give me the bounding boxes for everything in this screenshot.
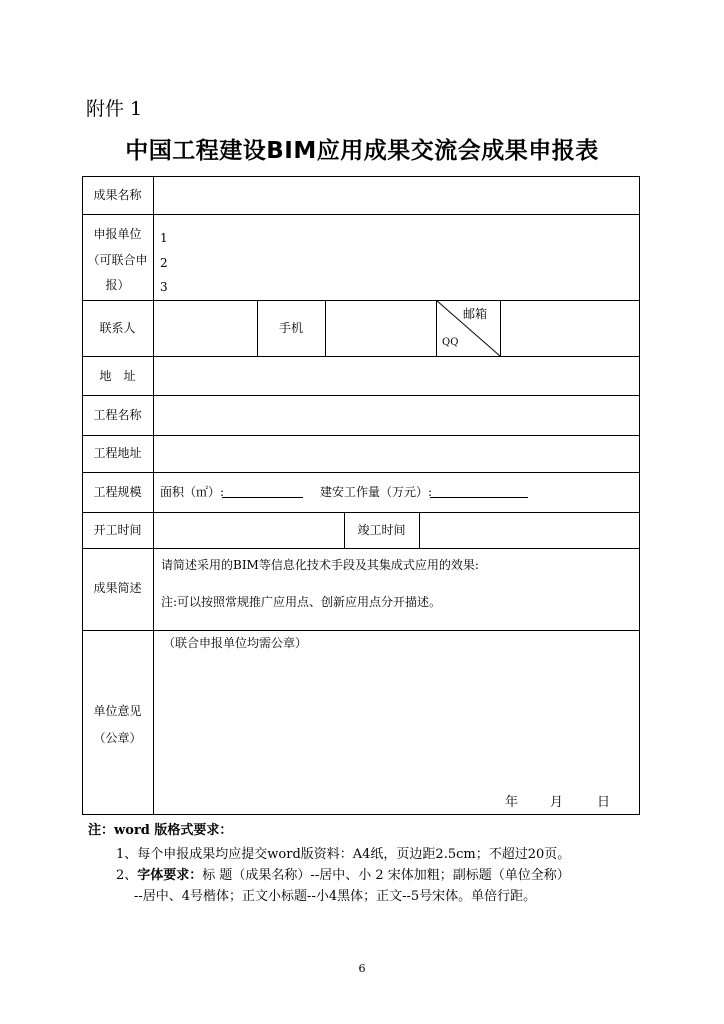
notes-heading: 注：word 版格式要求： xyxy=(88,823,233,838)
notes-item-2-number: 2、 xyxy=(116,868,138,883)
label-column-divider xyxy=(153,176,154,815)
achievement-name-label: 成果名称 xyxy=(93,188,142,202)
summary-note: 注:可以按照常规推广应用点、创新应用点分开描述。 xyxy=(161,595,442,609)
address-label: 地 址 xyxy=(99,369,136,383)
attachment-label: 附件 1 xyxy=(86,98,143,120)
notes-item-2 xyxy=(116,867,570,885)
project-scale-label: 工程规模 xyxy=(93,485,142,499)
applicant-unit-label: （可联合申 xyxy=(87,253,148,267)
completion-time-label: 竣工时间 xyxy=(357,523,406,537)
unit-opinion-label: （公章） xyxy=(93,731,142,745)
applicant-unit-label: 报） xyxy=(105,278,130,292)
page-number: 6 xyxy=(358,962,366,975)
qq-label: QQ xyxy=(442,337,459,348)
row-divider xyxy=(82,300,640,301)
notes-item-2-continued: --居中、4号楷体；正文小标题--小4黑体；正文--5号宋体。单倍行距。 xyxy=(134,889,537,904)
opinion-note: （联合申报单位均需公章） xyxy=(163,636,308,650)
summary-label: 成果简述 xyxy=(93,581,142,595)
row-divider xyxy=(82,512,640,513)
unit-opinion-label: 单位意见 xyxy=(93,704,142,718)
form-title: 中国工程建设BIM应用成果交流会成果申报表 xyxy=(125,138,599,164)
unit-number: 2 xyxy=(160,256,168,270)
column-divider xyxy=(325,300,326,356)
applicant-unit-label: 申报单位 xyxy=(93,227,142,241)
contact-label: 联系人 xyxy=(99,321,136,335)
row-divider xyxy=(82,472,640,473)
unit-number: 1 xyxy=(160,231,168,245)
row-divider xyxy=(82,435,640,436)
project-name-label: 工程名称 xyxy=(93,408,142,422)
row-divider xyxy=(82,214,640,215)
area-label: 面积（㎡）: xyxy=(160,485,225,499)
workload-label: 建安工作量（万元）: xyxy=(320,485,433,499)
workload-blank[interactable] xyxy=(430,497,528,498)
notes-item-2-heading: 字体要求： xyxy=(137,868,203,883)
column-divider xyxy=(419,512,420,548)
mobile-label: 手机 xyxy=(278,321,303,335)
start-time-label: 开工时间 xyxy=(93,523,142,537)
column-divider xyxy=(500,300,501,356)
date-month: 月 xyxy=(550,795,564,810)
row-divider xyxy=(82,548,640,549)
row-divider xyxy=(82,395,640,396)
summary-prompt: 请简述采用的BIM等信息化技术手段及其集成式应用的效果: xyxy=(161,558,479,572)
area-blank[interactable] xyxy=(222,497,303,498)
unit-number: 3 xyxy=(160,280,168,294)
notes-item-1: 1、每个申报成果均应提交word版资料：A4纸，页边距2.5cm；不超过20页。 xyxy=(116,847,571,862)
project-address-label: 工程地址 xyxy=(93,446,142,460)
date-year: 年 xyxy=(505,795,519,810)
notes-item-2-text: 标 题（成果名称）--居中、小 2 宋体加粗；副标题（单位全称） xyxy=(202,868,570,883)
date-day: 日 xyxy=(597,795,611,810)
row-divider xyxy=(82,356,640,357)
achievement-name-field[interactable] xyxy=(163,186,593,206)
email-label: 邮箱 xyxy=(463,307,488,321)
row-divider xyxy=(82,630,640,631)
